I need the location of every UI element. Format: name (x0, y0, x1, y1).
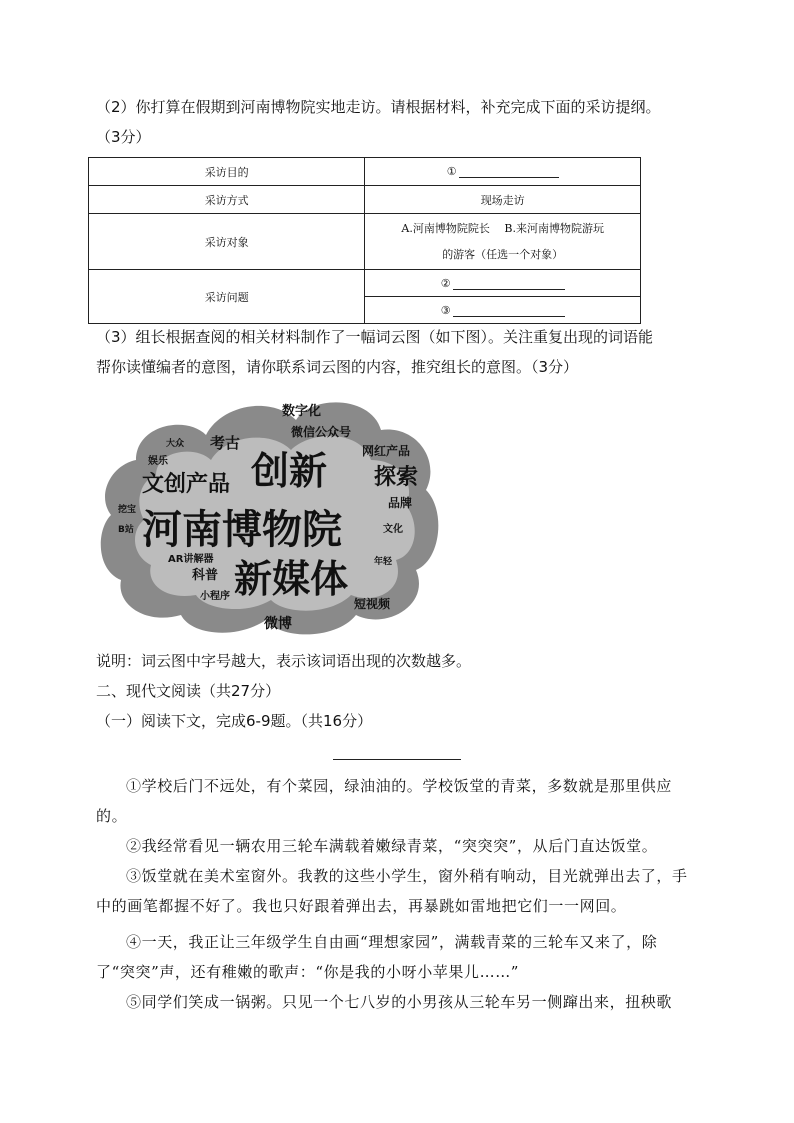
cloud-word-xinmeiti: 新媒体 (234, 557, 349, 601)
question-mark-3: ③ (440, 303, 451, 317)
method-value: 现场走访 (365, 186, 641, 214)
cloud-word-chuangxin: 创新 (251, 449, 328, 493)
cloud-word-pinpai: 品牌 (388, 496, 413, 510)
target-label: 采访对象 (89, 214, 365, 270)
cloud-word-bzhan: B站 (118, 525, 134, 535)
question-2-blank (453, 277, 565, 290)
question-3-line-1: （3）组长根据查阅的相关材料制作了一幅词云图（如下图）。关注重复出现的词语能 (96, 328, 654, 346)
cloud-word-kepu: 科普 (192, 568, 219, 583)
question-mark-2: ② (440, 276, 451, 290)
question-2-line-1: （2）你打算在假期到河南博物院实地走访。请根据材料，补充完成下面的采访提纲。 (96, 98, 661, 116)
article-paragraph-4: ④一天，我正让三年级学生自由画“理想家园”，满载青菜的三轮车又来了，除了“突突”声，还有稚嫩的歌声：“你是我的小呀小苹果儿……” (96, 933, 658, 981)
cloud-word-duanshipin: 短视频 (354, 597, 391, 611)
cloud-word-wenhua: 文化 (383, 524, 403, 535)
title-blank-line (333, 759, 461, 760)
cloud-word-nianqing: 年轻 (374, 557, 393, 567)
cloud-word-kaogu: 考古 (210, 434, 241, 452)
target-value-line-2: 的游客（任选一个对象） (442, 247, 564, 261)
section-2-heading: 二、现代文阅读（共27分） (96, 682, 281, 700)
cloud-word-dazhong: 大众 (166, 439, 185, 449)
cloud-word-ar: AR讲解器 (168, 554, 214, 565)
purpose-label: 采访目的 (89, 158, 365, 186)
target-value (365, 214, 641, 270)
article-paragraph-1: ①学校后门不远处，有个菜园，绿油油的。学校饭堂的青菜，多数就是那里供应的。 (96, 777, 673, 825)
cloud-word-xiaochengxu: 小程序 (200, 591, 230, 602)
purpose-answer (365, 158, 641, 186)
question-3-blank (453, 304, 565, 317)
question-2-answer (365, 270, 641, 297)
cloud-word-weibo: 微博 (264, 616, 292, 632)
cloud-word-wanghong: 网红产品 (362, 444, 411, 458)
questions-label: 采访问题 (89, 270, 365, 324)
cloud-word-weixin: 微信公众号 (291, 425, 352, 439)
purpose-blank (459, 165, 559, 178)
method-label: 采访方式 (89, 186, 365, 214)
cloud-word-wenchuang: 文创产品 (142, 472, 231, 497)
section-2-subheading: （一）阅读下文，完成6-9题。（共16分） (96, 712, 373, 730)
article-paragraph-5: ⑤同学们笑成一锅粥。只见一个七八岁的小男孩从三轮车另一侧蹿出来，扭秧歌 (126, 993, 673, 1011)
question-3-line-2: 帮你读懂编者的意图，请你联系词云图的内容，推究组长的意图。（3分） (96, 358, 579, 376)
purpose-mark: ① (446, 165, 457, 178)
article-paragraph-2: ②我经常看见一辆农用三轮车满载着嫩绿青菜，“突突突”，从后门直达饭堂。 (126, 837, 658, 855)
target-value-line-1: A.河南博物院院长 B.来河南博物院游玩 (401, 221, 604, 235)
question-3-answer (365, 297, 641, 324)
question-2-line-2: （3分） (96, 128, 151, 146)
cloud-word-henan-museum: 河南博物院 (142, 507, 342, 553)
cloud-word-yule: 娱乐 (148, 456, 168, 467)
cloud-word-shuzihua: 数字化 (282, 404, 322, 419)
word-cloud-note: 说明：词云图中字号越大，表示该词语出现的次数越多。 (96, 652, 472, 670)
cloud-word-wabao: 挖宝 (118, 505, 137, 515)
interview-outline-table (88, 157, 641, 324)
word-cloud (96, 390, 446, 640)
cloud-word-tansuo: 探索 (374, 465, 419, 490)
article-paragraph-3: ③饭堂就在美术室窗外。我教的这些小学生，窗外稍有响动，目光就弹出去了，手中的画笔都握不好了。我也只好跟着弹出去，再暴跳如雷地把它们一一网回。 (96, 867, 688, 915)
